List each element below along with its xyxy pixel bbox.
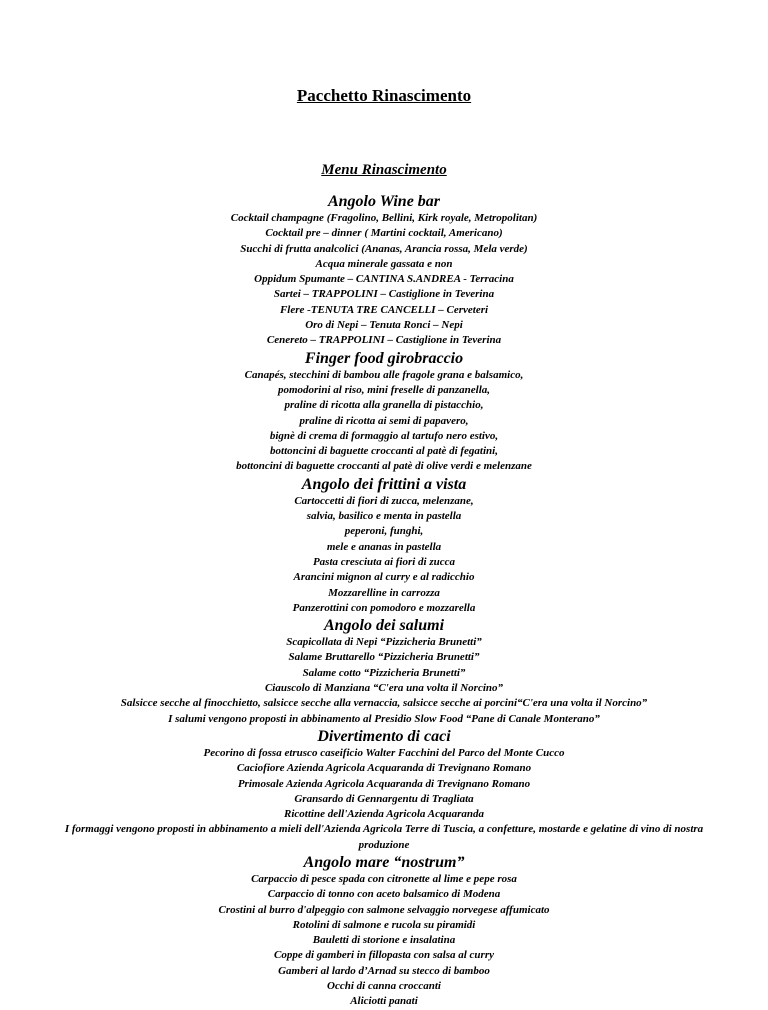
menu-item: Cenereto – TRAPPOLINI – Castiglione in Teverina — [266, 334, 502, 347]
menu-title: Menu Rinascimento — [321, 162, 447, 178]
menu-item: bignè di crema di formaggio al tartufo nero estivo, — [269, 429, 499, 442]
menu-item: Cocktail pre – dinner ( Martini cocktail, Americano) — [265, 227, 503, 240]
menu-item: Pasta cresciuta ai fiori di zucca — [312, 555, 456, 568]
menu-item: praline di ricotta ai semi di papavero, — [299, 414, 469, 427]
menu-item: Canapés, stecchini di bambou alle fragole grana e balsamico, — [244, 368, 524, 381]
menu-section — [0, 853, 768, 1010]
menu-item: mele e ananas in pastella — [326, 540, 442, 553]
document-title: Pacchetto Rinascimento — [296, 86, 472, 105]
menu-item: praline di ricotta alla granella di pistacchio, — [284, 399, 484, 412]
section-heading: Divertimento di caci — [317, 727, 451, 745]
section-heading: Angolo dei salumi — [323, 617, 445, 635]
menu-item: Gransardo di Gennargentu di Tragliata — [294, 792, 474, 805]
menu-item: Occhi di canna croccanti — [327, 980, 441, 993]
menu-item: Aliciotti panati — [350, 995, 418, 1008]
menu-item: I salumi vengono proposti in abbinamento al Presidio Slow Food “Pane di Canale Monterano” — [168, 712, 600, 725]
menu-item: salvia, basilico e menta in pastella — [306, 510, 462, 523]
menu-item: Rotolini di salmone e rucola su piramidi — [292, 918, 476, 931]
menu-item: Acqua minerale gassata e non — [315, 257, 453, 270]
menu-item: bottoncini di baguette croccanti al patè di fegatini, — [270, 445, 498, 458]
menu-item: Succhi di frutta analcolici (Ananas, Arancia rossa, Mela verde) — [240, 242, 528, 255]
menu-item: Crostini al burro d'alpeggio con salmone selvaggio norvegese affumicato — [218, 903, 550, 916]
menu-item: peperoni, funghi, — [344, 525, 424, 538]
menu-item: bottoncini di baguette croccanti al patè di olive verdi e melenzane — [236, 460, 532, 473]
menu-section — [0, 727, 768, 853]
menu-item: Oppidum Spumante – CANTINA S.ANDREA - Terracina — [254, 273, 514, 286]
menu-item: Primosale Azienda Agricola Acquaranda di Trevignano Romano — [237, 777, 531, 790]
menu-item: pomodorini al riso, mini freselle di panzanella, — [277, 383, 491, 396]
menu-item: Panzerottini con pomodoro e mozzarella — [292, 601, 476, 614]
section-heading: Angolo Wine bar — [327, 193, 441, 210]
menu-item: Pecorino di fossa etrusco caseificio Walter Facchini del Parco del Monte Cucco — [203, 746, 565, 759]
menu-section — [0, 616, 768, 727]
menu-item: I formaggi vengono proposti in abbinamento a mieli dell'Azienda Agricola Terre di Tuscia, a confetture, mostarde e gelatine di vino di nostra produzione — [64, 823, 704, 851]
section-heading: Angolo dei frittini a vista — [301, 475, 467, 493]
menu-item: Carpaccio di pesce spada con citronette al lime e pepe rosa — [251, 872, 517, 885]
menu-item: Mozzarelline in carrozza — [328, 586, 440, 599]
menu-item: Salame cotto “Pizzicheria Brunetti” — [302, 666, 466, 679]
menu-item: Salame Bruttarello “Pizzicheria Brunetti” — [288, 651, 480, 664]
menu-item: Ricottine dell'Azienda Agricola Acquaranda — [284, 808, 484, 821]
menu-item: Coppe di gamberi in fillopasta con salsa al curry — [273, 949, 494, 962]
menu-item: Gamberi al lardo d’Arnad su stecco di bamboo — [278, 964, 490, 977]
menu-item: Bauletti di storione e insalatina — [312, 934, 456, 947]
menu-section — [0, 475, 768, 616]
menu-section — [0, 349, 768, 475]
section-heading: Finger food girobraccio — [304, 349, 464, 367]
menu-item: Salsicce secche al finocchietto, salsicce secche alla vernaccia, salsicce secche ai porcini“C'era una volta il Norcino” — [120, 697, 648, 710]
menu-item: Carpaccio di tonno con aceto balsamico di Modena — [267, 888, 501, 901]
section-heading: Angolo mare “nostrum” — [303, 853, 465, 871]
menu-item: Oro di Nepi – Tenuta Ronci – Nepi — [305, 319, 463, 332]
menu-item: Scapicollata di Nepi “Pizzicheria Brunetti” — [286, 636, 482, 649]
menu-item: Caciofiore Azienda Agricola Acquaranda di Trevignano Romano — [236, 762, 532, 775]
menu-item: Cocktail champagne (Fragolino, Bellini, Kirk royale, Metropolitan) — [230, 212, 538, 224]
menu-item: Flere -TENUTA TRE CANCELLI – Cerveteri — [279, 303, 489, 316]
menu-item: Arancini mignon al curry e al radicchio — [293, 571, 475, 584]
menu-item: Sartei – TRAPPOLINI – Castiglione in Teverina — [273, 288, 495, 301]
menu-section — [0, 192, 768, 349]
menu-item: Ciauscolo di Manziana “C'era una volta il Norcino” — [264, 682, 504, 695]
menu-item: Cartoccetti di fiori di zucca, melenzane, — [294, 494, 474, 507]
menu-content — [0, 192, 768, 1010]
